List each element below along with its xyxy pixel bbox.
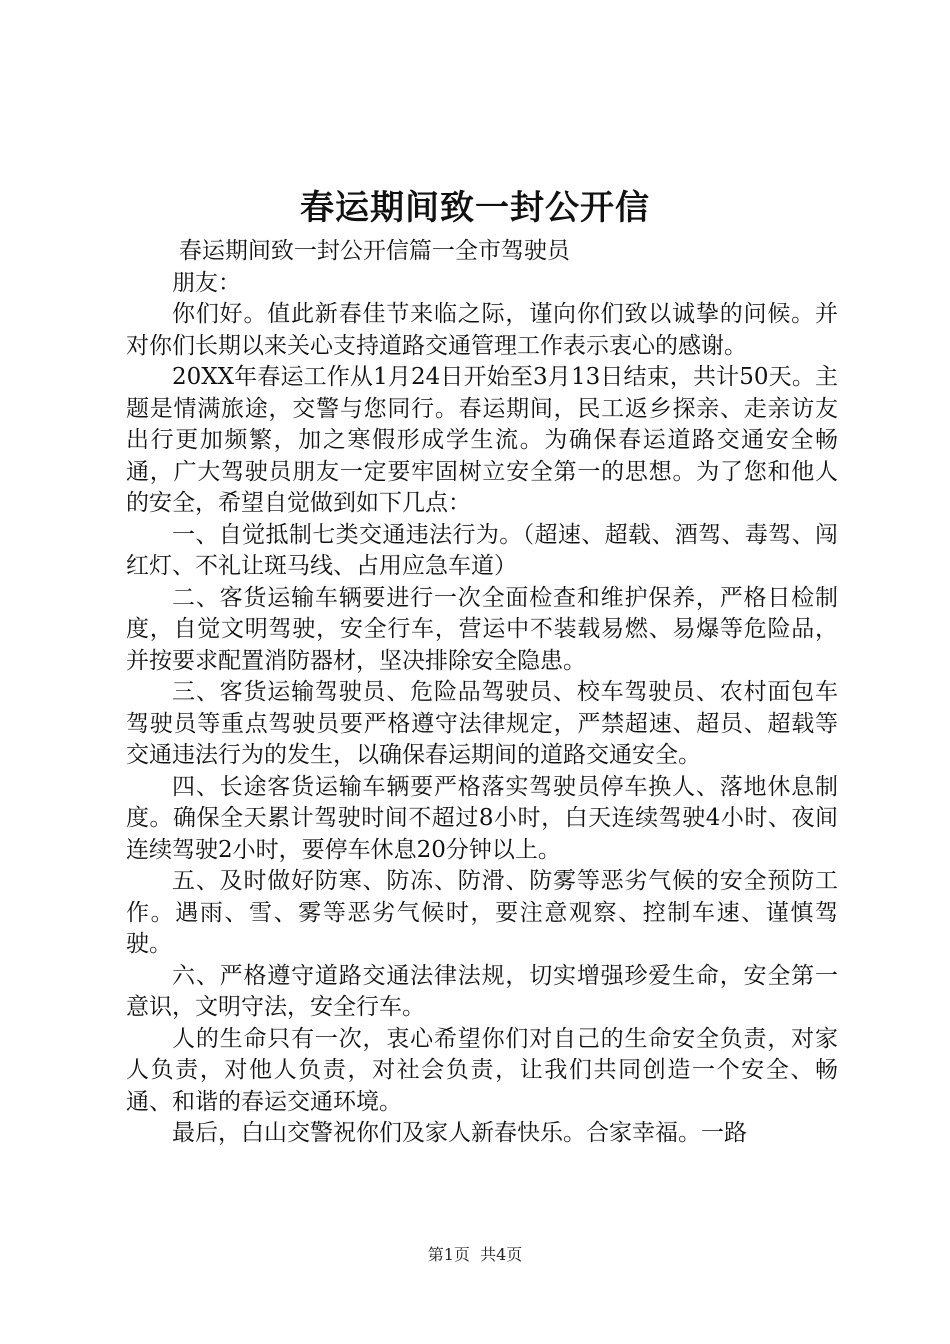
paragraph-intro: 20XX年春运工作从1月24日开始至3月13日结束，共计50天。主题是情满旅途，交警与您同行。春运期间，民工返乡探亲、走亲访友出行更加频繁，加之寒假形成学生流。为确保春运道路交通安全畅通，广大驾驶员朋友一定要牢固树立安全第一的思想。为了您和他人的安全，希望自觉做到如下几点： bbox=[126, 364, 838, 516]
paragraph-appeal: 人的生命只有一次，衷心希望你们对自己的生命安全负责，对家人负责，对他人负责，对社会负责，让我们共同创造一个安全、畅通、和谐的春运交通环境。 bbox=[126, 1025, 838, 1115]
page-total: 共4页 bbox=[480, 1245, 523, 1264]
page-number: 第1页 bbox=[427, 1245, 470, 1264]
paragraph-greeting: 你们好。值此新春佳节来临之际，谨向你们致以诚挚的问候。并对你们长期以来关心支持道路交通管理工作表示衷心的感谢。 bbox=[126, 301, 838, 359]
paragraph-item-3: 三、客货运输驾驶员、危险品驾驶员、校车驾驶员、农村面包车驾驶员等重点驾驶员要严格遵守法律规定，严禁超速、超员、超载等交通违法行为的发生，以确保春运期间的道路交通安全。 bbox=[126, 679, 838, 768]
document-body bbox=[126, 236, 838, 1150]
paragraph-item-1: 一、自觉抵制七类交通违法行为。（超速、超载、酒驾、毒驾、闯红灯、不礼让斑马线、占用应急车道） bbox=[126, 521, 838, 579]
document-title: 春运期间致一封公开信 bbox=[300, 188, 650, 228]
paragraph-salutation: 春运期间致一封公开信篇一全市驾驶员 bbox=[178, 238, 570, 264]
paragraph-salutation-cont: 朋友： bbox=[172, 269, 241, 296]
paragraph-closing: 最后，白山交警祝你们及家人新春快乐。合家幸福。一路 bbox=[172, 1120, 747, 1146]
page-footer bbox=[0, 1244, 950, 1266]
paragraph-item-4: 四、长途客货运输车辆要严格落实驾驶员停车换人、落地休息制度。确保全天累计驾驶时间不超过8小时，白天连续驾驶4小时、夜间连续驾驶2小时，要停车休息20分钟以上。 bbox=[126, 773, 838, 863]
paragraph-item-2: 二、客货运输车辆要进行一次全面检查和维护保养，严格日检制度，自觉文明驾驶，安全行车，营运中不装载易燃、易爆等危险品，并按要求配置消防器材，坚决排除安全隐患。 bbox=[126, 584, 838, 674]
paragraph-item-5: 五、及时做好防寒、防冻、防滑、防雾等恶劣气候的安全预防工作。遇雨、雪、雾等恶劣气候时，要注意观察、控制车速、谨慎驾驶。 bbox=[126, 868, 838, 957]
paragraph-item-6: 六、严格遵守道路交通法律法规，切实增强珍爱生命，安全第一意识，文明守法，安全行车。 bbox=[126, 962, 838, 1020]
